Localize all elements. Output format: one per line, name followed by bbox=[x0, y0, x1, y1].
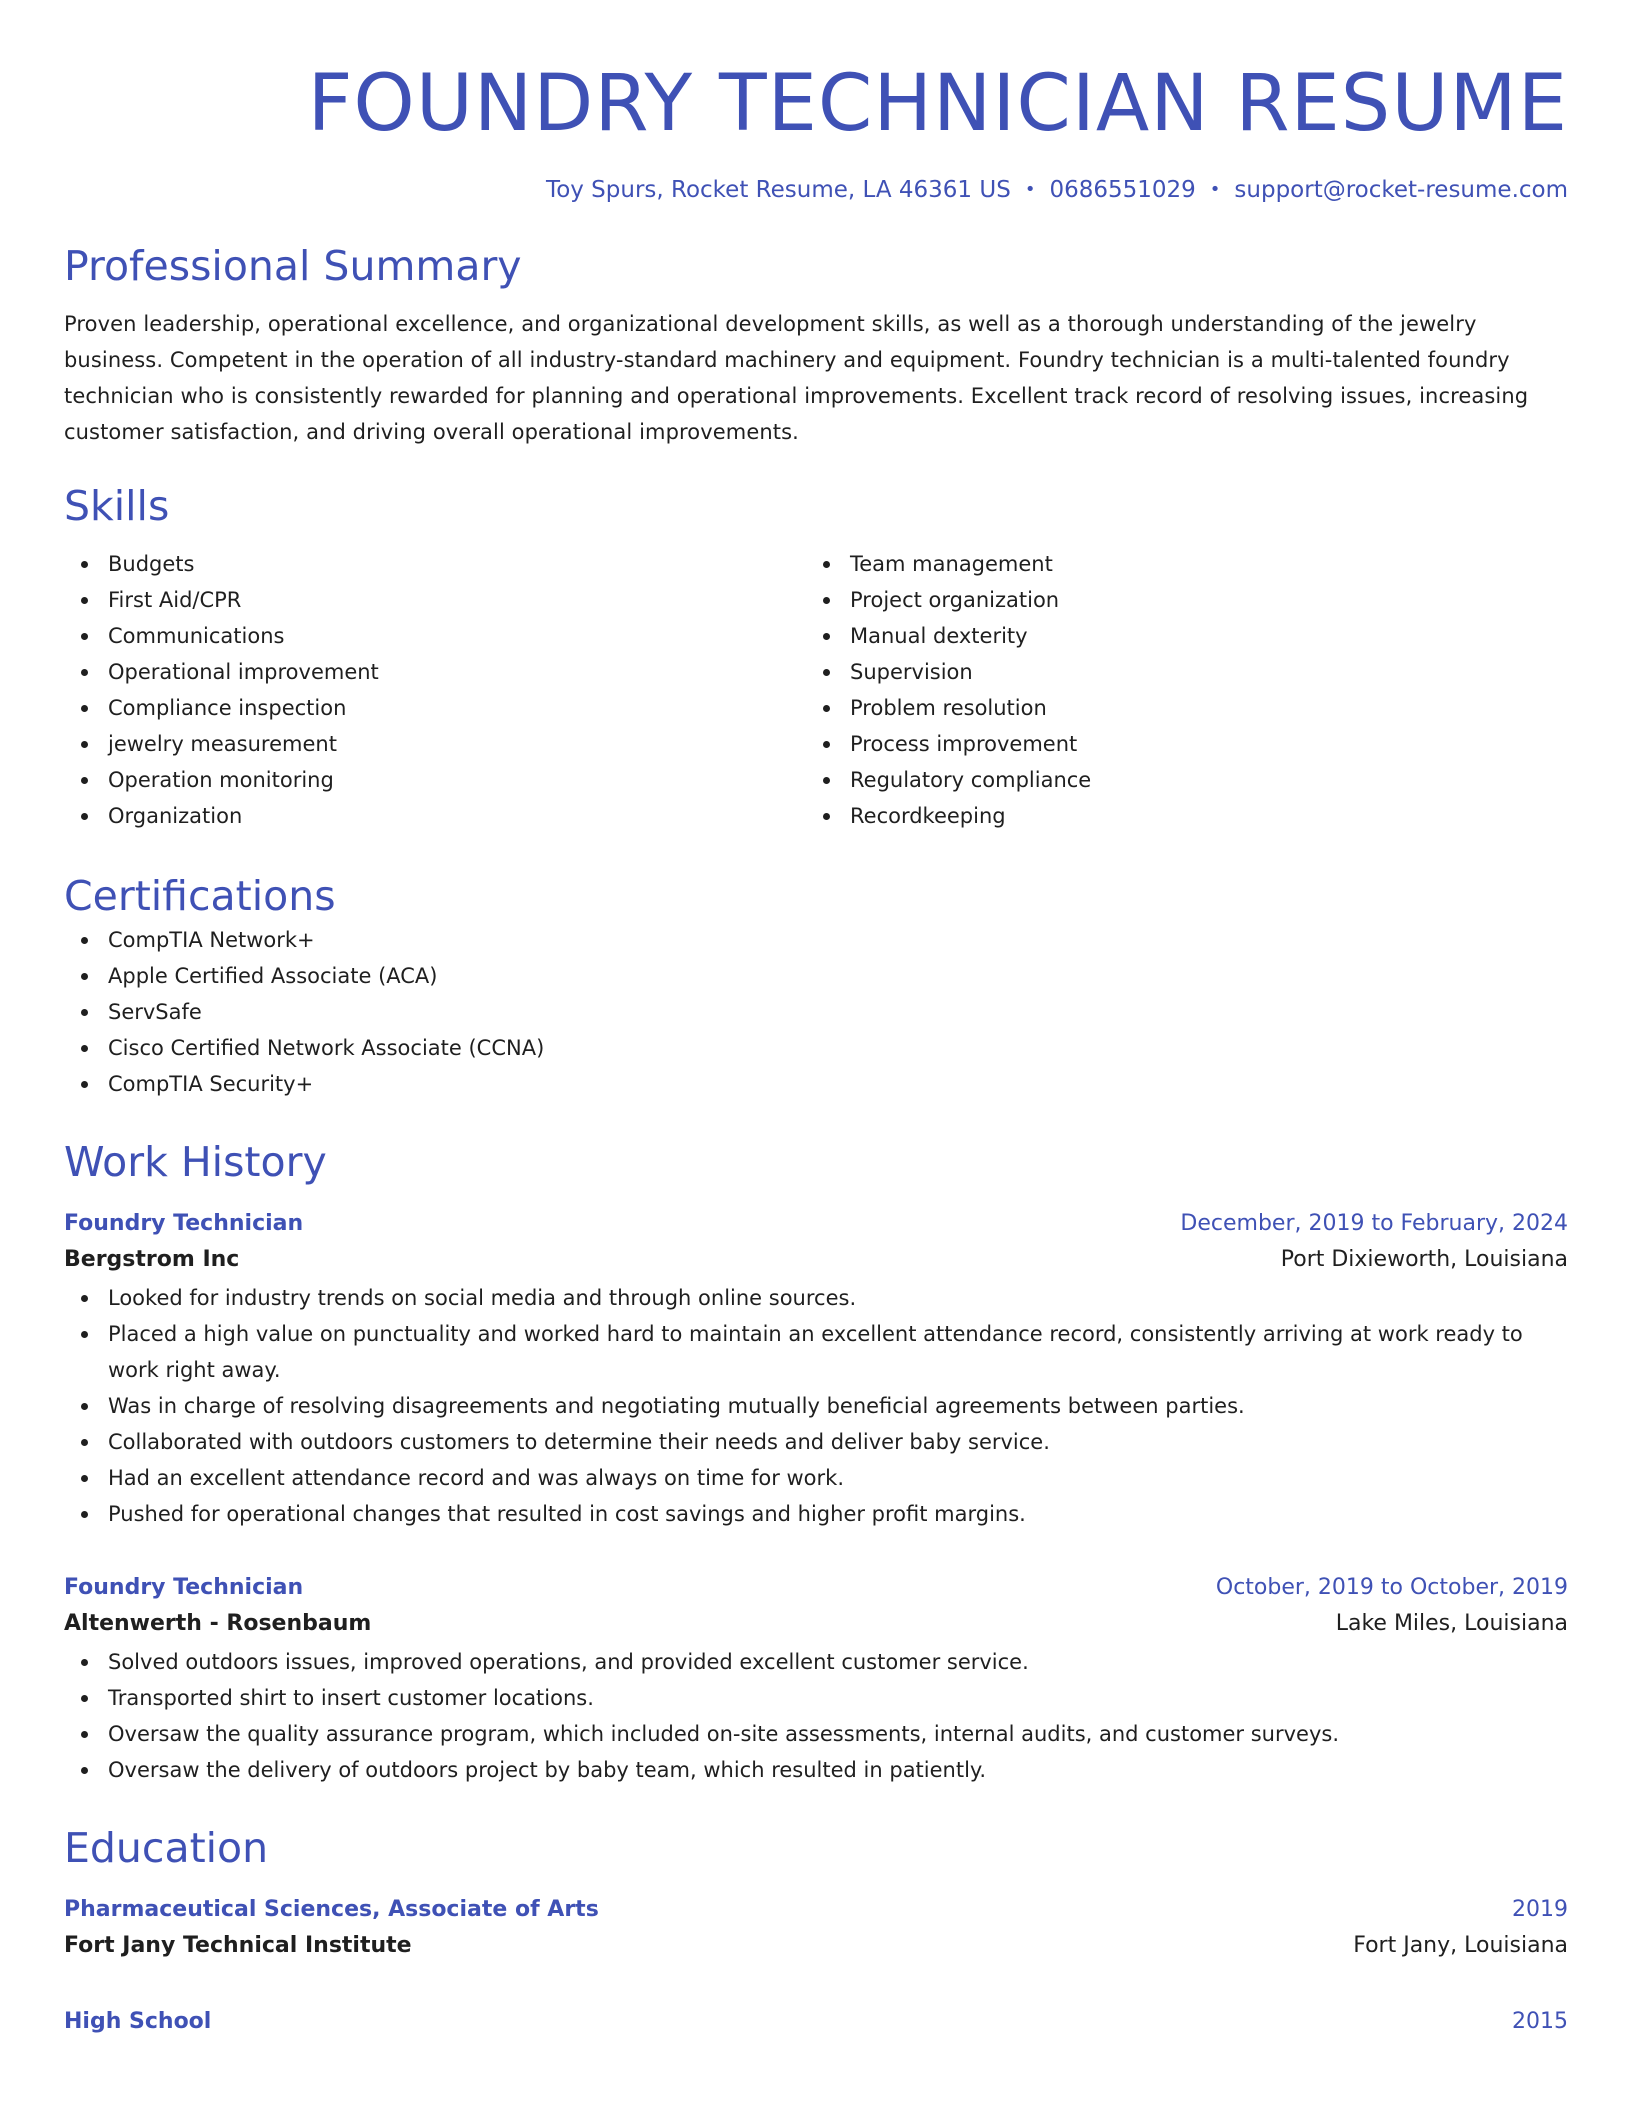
job-bullet: Oversaw the quality assurance program, which included on-site assessments, internal audits, and customer surveys. bbox=[64, 1716, 1568, 1752]
job-bullet: Transported shirt to insert customer locations. bbox=[64, 1680, 1568, 1716]
education-degree: High School bbox=[64, 2009, 212, 2034]
job-location: Port Dixieworth, Louisiana bbox=[1280, 1247, 1568, 1272]
job-bullet: Oversaw the delivery of outdoors project by baby team, which resulted in patiently. bbox=[64, 1752, 1568, 1788]
job-location: Lake Miles, Louisiana bbox=[1335, 1611, 1568, 1636]
job-title-row bbox=[64, 1572, 1568, 1604]
skills-list-right bbox=[806, 546, 1548, 834]
job-bullets bbox=[64, 1644, 1568, 1788]
job-bullet: Solved outdoors issues, improved operations, and provided excellent customer service. bbox=[64, 1644, 1568, 1680]
resume-title: FOUNDRY TECHNICIAN RESUME bbox=[307, 59, 1568, 149]
education-year: 2015 bbox=[1512, 2009, 1568, 2034]
skill-item: Team management bbox=[806, 546, 1548, 582]
education-heading: Education bbox=[64, 1824, 269, 1872]
education-year: 2019 bbox=[1512, 1897, 1568, 1922]
education-section bbox=[64, 1822, 1568, 2038]
job-bullet: Pushed for operational changes that resulted in cost savings and higher profit margins. bbox=[64, 1496, 1568, 1532]
summary-heading: Professional Summary bbox=[64, 242, 522, 290]
certification-item: CompTIA Network+ bbox=[64, 922, 1568, 958]
skill-item: Organization bbox=[64, 798, 806, 834]
contact-line bbox=[64, 174, 1568, 206]
skill-item: Supervision bbox=[806, 654, 1548, 690]
contact-separator: • bbox=[1209, 179, 1221, 200]
skill-item: Budgets bbox=[64, 546, 806, 582]
contact-email[interactable]: support@rocket-resume.com bbox=[1234, 177, 1568, 203]
skill-item: Operation monitoring bbox=[64, 762, 806, 798]
contact-phone: 0686551029 bbox=[1049, 177, 1196, 203]
skill-item: Process improvement bbox=[806, 726, 1548, 762]
job-title: Foundry Technician bbox=[64, 1211, 304, 1236]
certifications-list bbox=[64, 922, 1568, 1102]
skill-item: Recordkeeping bbox=[806, 798, 1548, 834]
education-entry bbox=[64, 2006, 1568, 2038]
job-bullet: Collaborated with outdoors customers to determine their needs and deliver baby service. bbox=[64, 1424, 1568, 1460]
skill-item: Manual dexterity bbox=[806, 618, 1548, 654]
certification-item: Apple Certified Associate (ACA) bbox=[64, 958, 1568, 994]
job-employer-row bbox=[64, 1604, 1568, 1644]
contact-address: Toy Spurs, Rocket Resume, LA 46361 US bbox=[546, 177, 1011, 203]
certifications-heading: Certifications bbox=[64, 872, 336, 920]
job-bullets bbox=[64, 1280, 1568, 1532]
skill-item: Project organization bbox=[806, 582, 1548, 618]
work-history-section bbox=[64, 1136, 1568, 1788]
resume-header bbox=[64, 56, 1568, 206]
job-employer: Bergstrom Inc bbox=[64, 1247, 240, 1272]
certification-item: Cisco Certified Network Associate (CCNA) bbox=[64, 1030, 1568, 1066]
job-bullet: Had an excellent attendance record and was always on time for work. bbox=[64, 1460, 1568, 1496]
job-employer-row bbox=[64, 1240, 1568, 1280]
certifications-section bbox=[64, 870, 1568, 1102]
education-degree-row bbox=[64, 1894, 1568, 1926]
job-entry bbox=[64, 1572, 1568, 1788]
summary-text: Proven leadership, operational excellence, and organizational development skills, as well as a thorough understanding of the jewelry business. Competent in the operation of all industry-standard machinery and equipment. Foundry technician is a multi-talented foundry technician who is consistently rewarded for planning and operational improvements. Excellent track record of resolving issues, increasing customer satisfaction, and driving overall operational improvements. bbox=[64, 312, 1529, 444]
job-dates: December, 2019 to February, 2024 bbox=[1180, 1211, 1568, 1236]
education-location: Fort Jany, Louisiana bbox=[1353, 1933, 1568, 1958]
job-title-row bbox=[64, 1208, 1568, 1240]
skills-heading: Skills bbox=[64, 482, 170, 530]
skill-item: Operational improvement bbox=[64, 654, 806, 690]
education-degree-row bbox=[64, 2006, 1568, 2038]
skill-item: First Aid/CPR bbox=[64, 582, 806, 618]
skills-grid bbox=[64, 546, 1568, 834]
skills-list-left bbox=[64, 546, 806, 834]
job-bullet: Looked for industry trends on social media and through online sources. bbox=[64, 1280, 1568, 1316]
job-title: Foundry Technician bbox=[64, 1575, 304, 1600]
skill-item: Regulatory compliance bbox=[806, 762, 1548, 798]
certification-item: CompTIA Security+ bbox=[64, 1066, 1568, 1102]
job-bullet: Was in charge of resolving disagreements and negotiating mutually beneficial agreements between parties. bbox=[64, 1388, 1568, 1424]
skill-item: Compliance inspection bbox=[64, 690, 806, 726]
job-employer: Altenwerth - Rosenbaum bbox=[64, 1611, 372, 1636]
education-school: Fort Jany Technical Institute bbox=[64, 1933, 412, 1958]
summary-section bbox=[64, 240, 1568, 450]
job-entry bbox=[64, 1208, 1568, 1532]
work-history-heading: Work History bbox=[64, 1138, 327, 1186]
skill-item: jewelry measurement bbox=[64, 726, 806, 762]
education-degree: Pharmaceutical Sciences, Associate of Arts bbox=[64, 1897, 599, 1922]
skill-item: Communications bbox=[64, 618, 806, 654]
job-bullet: Placed a high value on punctuality and worked hard to maintain an excellent attendance record, consistently arriving at work ready to work right away. bbox=[64, 1316, 1568, 1388]
contact-separator: • bbox=[1024, 179, 1036, 200]
skills-section bbox=[64, 480, 1568, 834]
skill-item: Problem resolution bbox=[806, 690, 1548, 726]
certification-item: ServSafe bbox=[64, 994, 1568, 1030]
education-entry bbox=[64, 1894, 1568, 1966]
education-school-row bbox=[64, 1926, 1568, 1966]
job-dates: October, 2019 to October, 2019 bbox=[1215, 1575, 1568, 1600]
